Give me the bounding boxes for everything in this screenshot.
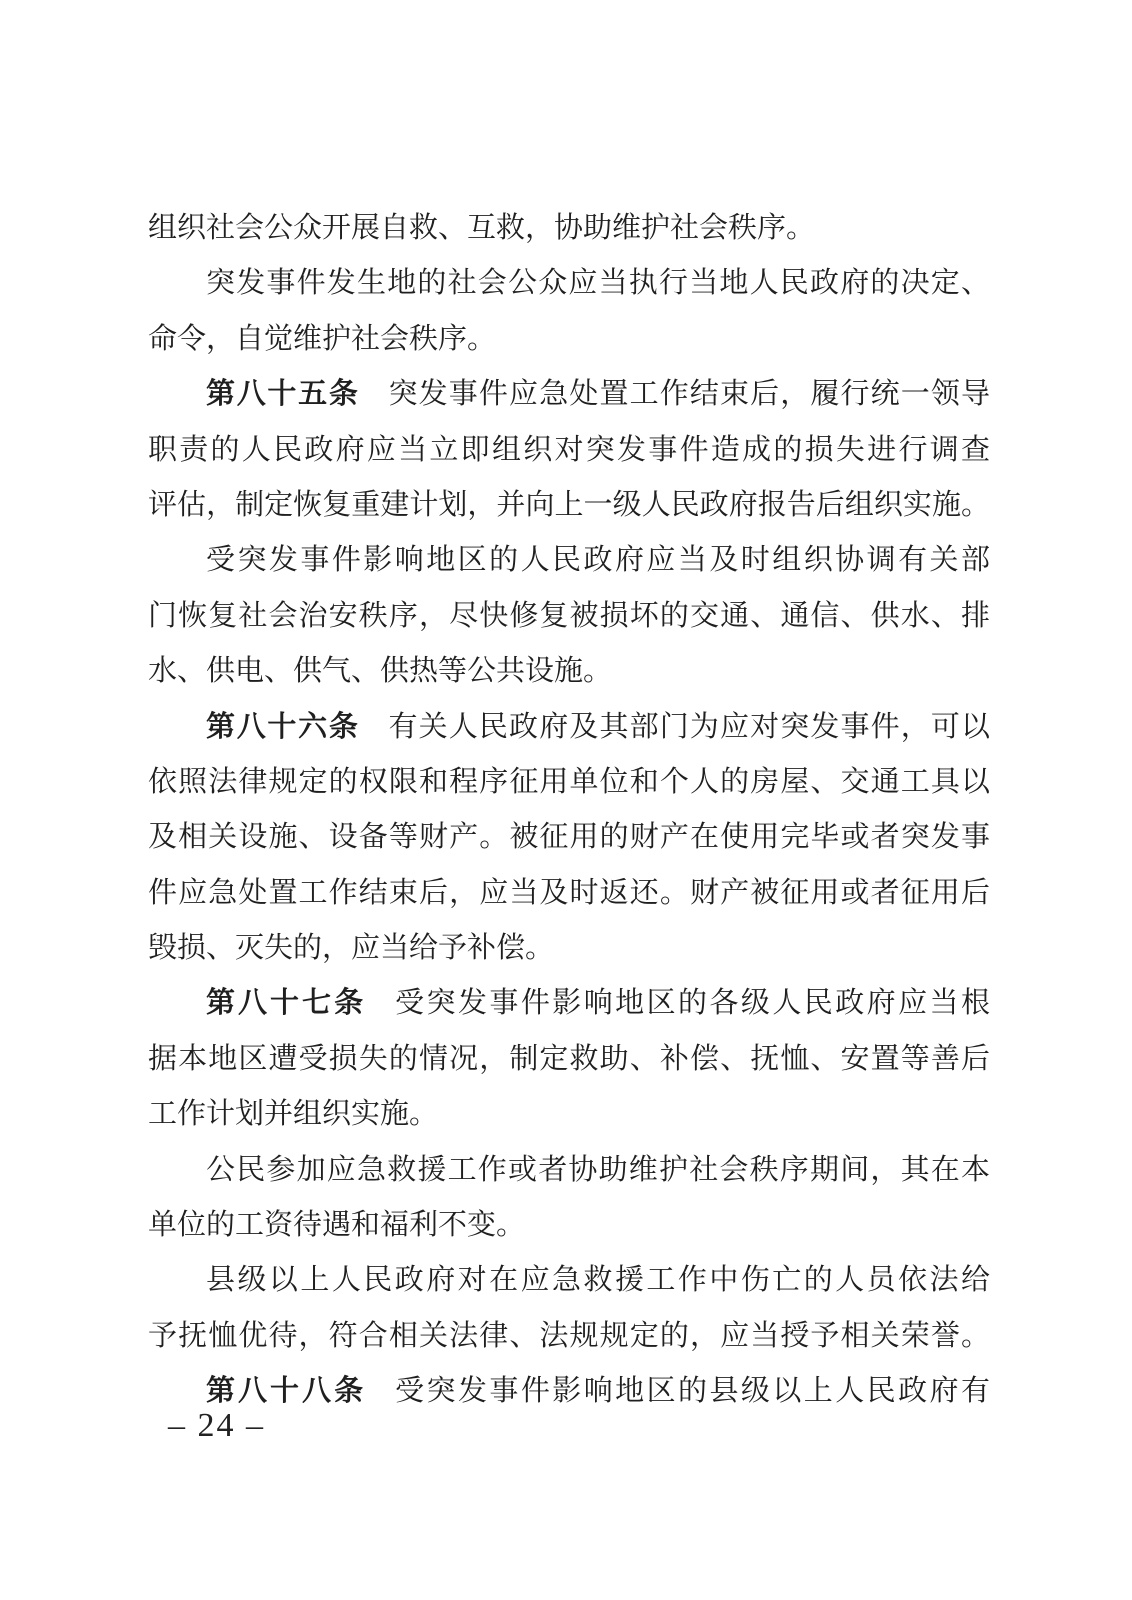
text-line — [148, 644, 990, 699]
article-number: 第八十七条 — [206, 987, 367, 1020]
line-text: 水、供电、供气、供热等公共设施。 — [148, 655, 613, 688]
line-text: 有关人民政府及其部门为应对突发事件，可以 — [388, 710, 990, 743]
text-line — [148, 201, 990, 256]
document-body — [148, 201, 990, 1420]
article-heading-line — [148, 976, 990, 1031]
line-text: 受突发事件影响地区的人民政府应当及时组织协调有关部 — [206, 544, 990, 577]
line-text: 评估，制定恢复重建计划，并向上一级人民政府报告后组织实施。 — [148, 488, 990, 521]
text-line — [148, 423, 990, 478]
line-text: 依照法律规定的权限和程序征用单位和个人的房屋、交通工具以 — [148, 765, 990, 798]
text-line — [148, 1309, 990, 1364]
text-line — [148, 810, 990, 865]
line-text: 据本地区遭受损失的情况，制定救助、补偿、抚恤、安置等善后 — [148, 1042, 990, 1075]
line-text: 及相关设施、设备等财产。被征用的财产在使用完毕或者突发事 — [148, 821, 990, 854]
line-text: 毁损、灭失的，应当给予补偿。 — [148, 932, 555, 965]
article-number: 第八十六条 — [206, 710, 360, 743]
line-text: 组织社会公众开展自救、互救，协助维护社会秩序。 — [148, 212, 816, 244]
line-text: 受突发事件影响地区的各级人民政府应当根 — [395, 987, 990, 1020]
article-heading-line — [148, 1364, 990, 1419]
text-line — [148, 1143, 990, 1198]
text-line — [148, 1198, 990, 1253]
page-number: – 24 – — [168, 1407, 265, 1444]
line-text: 工作计划并组织实施。 — [148, 1098, 439, 1131]
text-line — [148, 1087, 990, 1142]
line-text: 公民参加应急救援工作或者协助维护社会秩序期间，其在本 — [206, 1153, 990, 1186]
article-heading-line — [148, 700, 990, 755]
line-text: 县级以上人民政府对在应急救援工作中伤亡的人员依法给 — [206, 1264, 990, 1297]
line-text: 受突发事件影响地区的县级以上人民政府有 — [395, 1375, 990, 1408]
article-heading-line — [148, 367, 990, 422]
line-text: 突发事件发生地的社会公众应当执行当地人民政府的决定、 — [206, 267, 990, 300]
line-text: 件应急处置工作结束后，应当及时返还。财产被征用或者征用后 — [148, 876, 990, 909]
article-number: 第八十五条 — [206, 378, 360, 411]
text-line — [148, 1032, 990, 1087]
line-text: 突发事件应急处置工作结束后，履行统一领导 — [388, 378, 990, 411]
line-text: 单位的工资待遇和福利不变。 — [148, 1209, 526, 1242]
article-number: 第八十八条 — [206, 1375, 367, 1408]
text-line — [148, 256, 990, 311]
text-line — [148, 312, 990, 367]
line-text: 予抚恤优待，符合相关法律、法规规定的，应当授予相关荣誉。 — [148, 1319, 990, 1352]
page-footer — [168, 1406, 265, 1446]
text-line — [148, 478, 990, 533]
text-line — [148, 533, 990, 588]
text-line — [148, 589, 990, 644]
line-text: 命令，自觉维护社会秩序。 — [148, 322, 497, 355]
text-line — [148, 755, 990, 810]
line-text: 门恢复社会治安秩序，尽快修复被损坏的交通、通信、供水、排 — [148, 599, 990, 632]
line-text: 职责的人民政府应当立即组织对突发事件造成的损失进行调查 — [148, 433, 990, 466]
text-line — [148, 1253, 990, 1308]
text-line — [148, 921, 990, 976]
text-line — [148, 866, 990, 921]
